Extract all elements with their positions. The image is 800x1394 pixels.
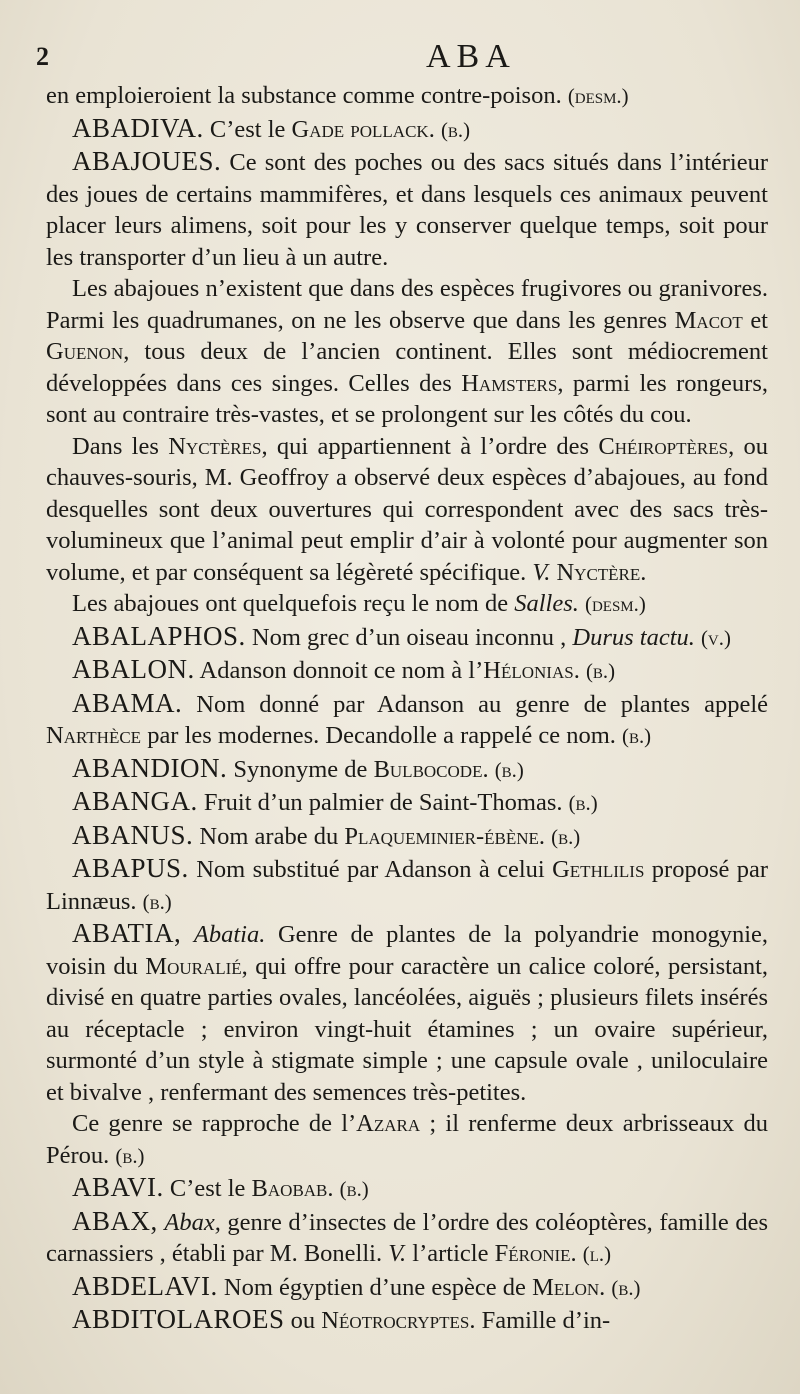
headword: ABAJOUES. xyxy=(72,146,222,176)
headword: ABAX, xyxy=(72,1205,158,1236)
page-number: 2 xyxy=(36,42,49,71)
body-text xyxy=(46,80,768,1337)
headword: ABALAPHOS. xyxy=(72,620,246,651)
entry-abanga: ABANGA. Fruit d’un palmier de Saint-Thomas. (b.) xyxy=(72,786,598,816)
headword: ABANGA. xyxy=(72,786,198,816)
entry-abatia-paragraph-2: Ce genre se rapproche de l’Azara ; il renferme deux arbrisseaux du Pérou. (b.) xyxy=(46,1110,769,1169)
entry-abdelavi: ABDELAVI. Nom égyptien d’une espèce de Melon. (b.) xyxy=(72,1270,641,1301)
entry-abajoues-paragraph-3: Dans les Nyctères, qui appartiennent à l’ordre des Chéiroptères, ou chauves-souris, M. Geoffroy a observé deux espèces d’abajoues, au fond desquelles sont deux ouvertures qui correspondent avec des sacs très-volumineux que l’animal peut emplir d’air à volonté pour augmenter son volume, et par conséquent sa légèreté spécifique. V. Nyctère. xyxy=(46,432,769,586)
entry-abajoues-paragraph-2: Les abajoues n’existent que dans des espèces frugivores ou granivores. Parmi les quadrumanes, on ne les observe que dans les genres Macot et Guenon, tous deux de l’ancien continent. Elles sont médiocrement développées dans ces singes. Celles des Hamsters, parmi les rongeurs, sont au contraire très-vastes, et se prolongent sur les côtés du cou. xyxy=(46,275,768,428)
entry-abavi: ABAVI. C’est le Baobab. (b.) xyxy=(72,1172,369,1202)
headword: ABDITOLAROES xyxy=(72,1304,285,1334)
entry-abatia: ABATIA, Abatia. Genre de plantes de la polyandrie monogynie, voisin du Mouralié, qui offre pour caractère un calice coloré, persistant, divisé en quatre parties ovales, lancéolées, aiguës ; plusieurs filets insérés au réceptacle ; environ vingt-huit étamines ; un ovaire supérieur, surmonté d’un style à stigmate simple ; une capsule ovale , uniloculaire et bivalve , renfermant des semences très-petites. xyxy=(46,918,769,1106)
entry-abditolaroes: ABDITOLAROES ou Néotrocryptes. Famille d’in- xyxy=(72,1304,611,1334)
continuation-paragraph: en emploieroient la substance comme contre-poison. (desm.) xyxy=(46,82,629,109)
running-head xyxy=(36,38,776,78)
entry-abax: ABAX, Abax, genre d’insectes de l’ordre des coléoptères, famille des carnassiers , établi par M. Bonelli. V. l’article Féronie. (l.) xyxy=(46,1205,769,1267)
headword: ABANUS. xyxy=(72,819,194,850)
headword: ABATIA, xyxy=(72,918,182,948)
headword: ABDELAVI. xyxy=(72,1270,218,1301)
headword: ABADIVA. xyxy=(72,112,204,143)
headword: ABANDION. xyxy=(72,752,228,783)
running-head-word: ABA xyxy=(426,38,516,75)
entry-abandion: ABANDION. Synonyme de Bulbocode. (b.) xyxy=(72,752,524,783)
entry-abama: ABAMA. Nom donné par Adanson au genre de plantes appelé Narthèce par les modernes. Decandolle a rappelé ce nom. (b.) xyxy=(46,687,769,749)
entry-abapus: ABAPUS. Nom substitué par Adanson à celui Gethlilis proposé par Linnæus. (b.) xyxy=(46,853,769,915)
entry-abalaphos: ABALAPHOS. Nom grec d’un oiseau inconnu , Durus tactu. (v.) xyxy=(72,620,731,651)
entry-abanus: ABANUS. Nom arabe du Plaqueminier-ébène. (b.) xyxy=(72,819,581,850)
headword: ABALON. xyxy=(72,654,195,684)
entry-abajoues-paragraph-4: Les abajoues ont quelquefois reçu le nom de Salles. (desm.) xyxy=(72,590,646,617)
headword: ABAPUS. xyxy=(72,853,189,883)
headword: ABAMA. xyxy=(72,687,183,718)
entry-abadiva: ABADIVA. C’est le Gade pollack. (b.) xyxy=(72,112,471,143)
headword: ABAVI. xyxy=(72,1172,164,1202)
entry-abalon: ABALON. Adanson donnoit ce nom à l’Hélonias. (b.) xyxy=(72,654,616,684)
entry-abajoues: ABAJOUES. Ce sont des poches ou des sacs situés dans l’intérieur des joues de certains mammifères, et dans lesquels ces animaux peuvent placer leurs alimens, soit pour les y conserver quelque temps, soit pour les transporter d’un lieu à un autre. xyxy=(46,146,768,271)
